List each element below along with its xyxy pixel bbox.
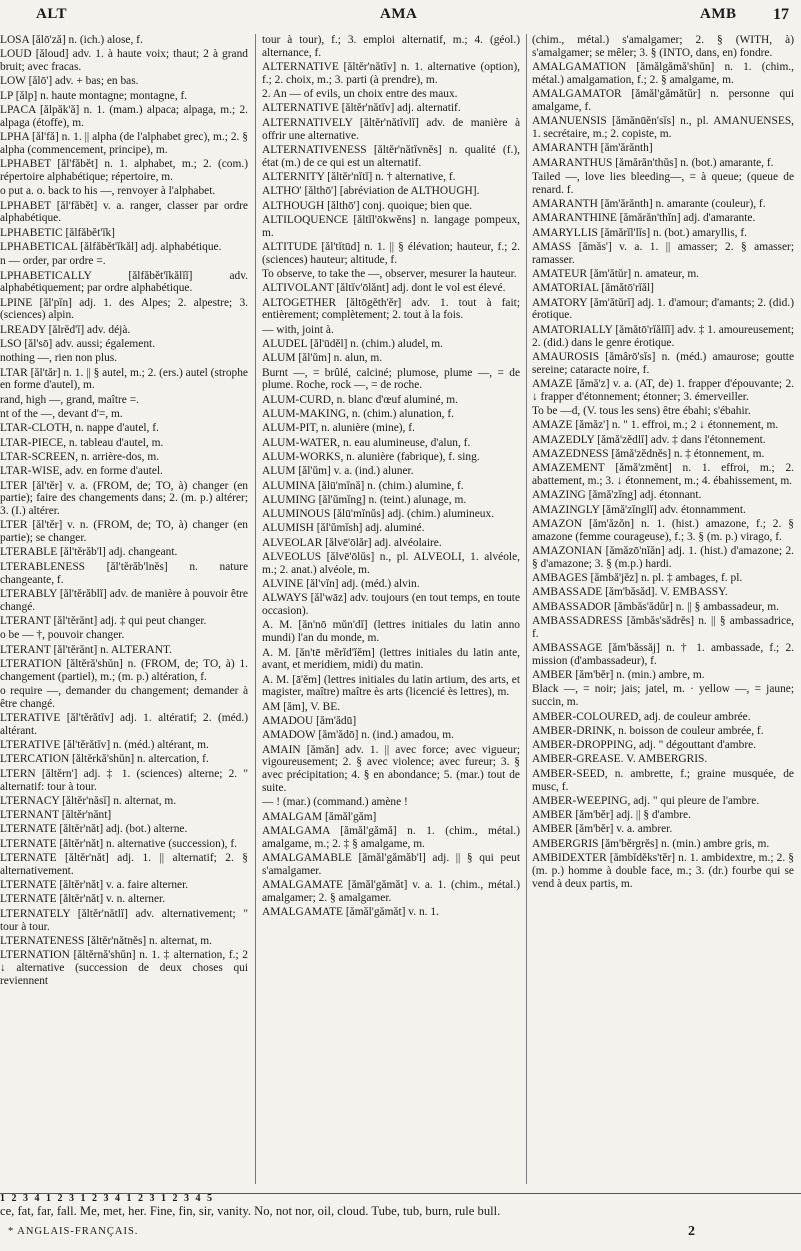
dictionary-entry: ALUM [ăl'ŭm] v. a. (ind.) aluner. [262, 465, 414, 478]
dictionary-entry: ALTERNATIVE [ăltĕr'nătĭv] adj. alternatif. [262, 102, 461, 115]
dictionary-entry: ALUMING [ăl'ŭmĭng] n. (teint.) alunage, m. [262, 493, 467, 506]
dictionary-entry: rand, high —, grand, maître =. [0, 393, 139, 406]
dictionary-entry: LTERNATE [ăltĕr'năt] v. a. faire alterner. [0, 879, 189, 892]
dictionary-entry: AMADOW [ăm'ădō] n. (ind.) amadou, m. [262, 729, 454, 742]
dictionary-entry: LPHABETICAL [ălfăbĕt'ĭkăl] adj. alphabétique. [0, 240, 222, 253]
dictionary-entry: LTERNATE [ăltĕr'năt] n. alternative (succession), f. [0, 837, 237, 850]
dictionary-entry: AMAUROSIS [ămârō'sĭs] n. (méd.) amaurose; goutte sereine; cataracte noire, f. [532, 350, 794, 376]
dictionary-entry: ALUM-CURD, n. blanc d'œuf aluminé, m. [262, 393, 458, 406]
dictionary-entry: LPHABET [ăl'făbĕt] n. 1. alphabet, m.; 2. (com.) répertoire alphabétique; répertoire, m. [0, 158, 248, 183]
dictionary-entry: o require —, demander du changement; demander à être changé. [0, 684, 248, 710]
dictionary-entry: LTERNATENESS [ăltĕr'nătnĕs] n. alternat, m. [0, 934, 212, 947]
dictionary-entry: AMARYLLIS [ămărĭl'lĭs] n. (bot.) amaryllis, f. [532, 226, 747, 239]
dictionary-entry: LTERNATE [ăltĕr'năt] adj. 1. || alternatif; 2. § alternativement. [0, 852, 248, 877]
dictionary-entry: AMATORY [ăm'ătŭrĭ] adj. 1. d'amour; d'amants; 2. (did.) érotique. [532, 296, 794, 322]
dictionary-entry: AMBER [ăm'bĕr] n. (min.) ambre, m. [532, 669, 705, 682]
dictionary-entry: AM [ăm], V. BE. [262, 700, 341, 713]
column-left [0, 34, 248, 1192]
dictionary-entry: ALWAYS [ăl'wāz] adv. toujours (en tout temps, en toute occasion). [262, 592, 520, 618]
page-number: 17 [773, 6, 789, 23]
dictionary-entry: LOW [ălō'] adv. + bas; en bas. [0, 75, 139, 88]
dictionary-entry: AMBER-DRINK, n. boisson de couleur ambrée, f. [532, 724, 764, 737]
dictionary-entry: AMATEUR [ăm'ătŭr] n. amateur, m. [532, 268, 700, 281]
dictionary-entry: LTERNACY [ăltĕr'năsĭ] n. alternat, m. [0, 794, 177, 807]
dictionary-entry: ALTOGETHER [ăltōgĕth'ĕr] adv. 1. tout à fait; entièrement; complètement; 2. tout à la fois. [262, 296, 520, 322]
dictionary-entry: AMAZEMENT [ămă'zmĕnt] n. 1. effroi, m.; 2. abattement, m.; 3. ↓ étonnement, m.; 4. ébahissement, m. [532, 462, 794, 487]
dictionary-entry: AMAZONIAN [ămăzō'nĭăn] adj. 1. (hist.) d'amazone; 2. § d'amazone; 3. § (m.p.) hardi. [532, 544, 794, 570]
dictionary-entry: AMALGAMATION [ămălgămă'shŭn] n. 1. (chim., métal.) amalgamation, f.; 2. § amalgame, m. [532, 61, 794, 86]
dictionary-entry: LTERANT [ăl'tĕrănt] n. ALTERANT. [0, 643, 172, 656]
dictionary-entry: ALTIVOLANT [ăltĭv'ōlănt] adj. dont le vol est élevé. [262, 282, 506, 295]
center-headword: AMA [380, 6, 418, 22]
dictionary-entry: LTERNATE [ăltĕr'năt] adj. (bot.) alterne. [0, 823, 188, 836]
dictionary-entry: Tailed —, love lies bleeding—, = à queue; (queue de renard. f. [532, 170, 794, 196]
dictionary-entry: AMBERGRIS [ăm'bĕrgrĕs] n. (min.) ambre gris, m. [532, 837, 770, 850]
column-middle [262, 34, 520, 1192]
dictionary-entry: A. M. [ăn'tē mĕrĭd'ĭĕm] (lettres initiales du latin ante, avant, et meridiem, midi) du matin. [262, 646, 520, 672]
dictionary-entry: LTERATIVE [ăl'tĕrătĭv] n. (méd.) altérant, m. [0, 739, 209, 752]
dictionary-entry: ALVINE [ăl'vĭn] adj. (méd.) alvin. [262, 578, 420, 591]
dictionary-entry: LTERNATION [ăltĕrnă'shŭn] n. 1. ‡ alternation, f.; 2 ↓ alternative (succession de deux choses qui reviennent [0, 949, 248, 987]
dictionary-entry: LTERNANT [ăltĕr'nănt] [0, 809, 112, 822]
dictionary-entry: Black —, = noir; jais; jatel, m. · yellow —, = jaune; succin, m. [532, 683, 794, 709]
dictionary-entry: AMARANTHINE [ămărăn'thĭn] adj. d'amarante. [532, 212, 756, 225]
dictionary-entry: Burnt —, = brûlé, calciné; plumose, plume —, = de plume. Roche, rock —, = de roche. [262, 366, 520, 392]
pronunciation-key [0, 1193, 801, 1226]
dictionary-entry: AMASS [ămăs'] v. a. 1. || amasser; 2. § amasser; ramasser. [532, 240, 794, 266]
dictionary-entry: tour à tour), f.; 3. emploi alternatif, m.; 4. (géol.) alternance, f. [262, 34, 520, 59]
dictionary-entry: ALUM [ăl'ŭm] n. alun, m. [262, 352, 383, 365]
dictionary-entry: nt of the —, devant d'=, m. [0, 408, 123, 421]
dictionary-entry: LPACA [ălpăk'ă] n. 1. (mam.) alpaca; alpaga, m.; 2. alpaga (étoffe), m. [0, 103, 248, 129]
dictionary-entry: ALTHOUGH [ălthō'] conj. quoique; bien que. [262, 199, 473, 212]
dictionary-entry: AMBER [ăm'bĕr] adj. || § d'ambre. [532, 809, 691, 822]
dictionary-entry: ALUMISH [ăl'ŭmĭsh] adj. aluminé. [262, 522, 425, 535]
dictionary-entry: A. M. [ăn'nō mŭn'dĭ] (lettres initiales du latin anno mundi) l'an du monde, m. [262, 619, 520, 645]
dictionary-entry: AMALGAMATOR [ămăl'gămătŭr] n. personne qui amalgame, f. [532, 88, 794, 113]
dictionary-entry: LTERNATE [ăltĕr'năt] v. n. alterner. [0, 893, 166, 906]
dictionary-entry: AMBASSADRESS [ămbăs'sădrĕs] n. || § ambassadrice, f. [532, 614, 794, 640]
dictionary-entry: ALTERNITY [ăltĕr'nĭtĭ] n. † alternative, f. [262, 170, 456, 183]
dictionary-entry: AMBIDEXTER [ămbĭdĕks'tĕr] n. 1. ambidextre, m.; 2. § (m. p.) homme à double face, m.; 3. (dr.) fourbe qui se vend à deux partis, m. [532, 852, 794, 890]
dictionary-entry: ALTITUDE [ăl'tĭtūd] n. 1. || § élévation; hauteur, f.; 2. (sciences) hauteur; altitude, f. [262, 240, 520, 266]
dictionary-entry: AMBASSAGE [ăm'băssăj] n. † 1. ambassade, f.; 2. mission (d'ambassadeur), f. [532, 642, 794, 667]
dictionary-entry: AMANUENSIS [ămănūĕn'sĭs] n., pl. AMANUENSES, 1. secrétaire, m.; 2. copiste, m. [532, 115, 794, 141]
dictionary-entry: LOUD [ăloud] adv. 1. à haute voix; thaut; 2 à grand bruit; avec fracas. [0, 48, 248, 74]
dictionary-entry: ALTILOQUENCE [ăltĭl'ōkwĕns] n. langage pompeux, m. [262, 213, 520, 239]
dictionary-entry: LTAR-PIECE, n. tableau d'autel, m. [0, 436, 164, 449]
column-right [532, 34, 794, 1192]
dictionary-entry: AMBASSADE [ăm'băsăd]. V. EMBASSY. [532, 586, 728, 599]
dictionary-entry: AMAZINGLY [ămă'zĭnglĭ] adv. étonnamment. [532, 503, 746, 516]
dictionary-entry: LTER [ăl'tĕr] v. a. (FROM, de; TO, à) changer (en partie); faire des changements dans; 2. (m. p.) altérer; 3. (I.) altérer. [0, 479, 248, 518]
dictionary-entry: LTERABLE [ăl'tĕrăb'l] adj. changeant. [0, 546, 178, 559]
dictionary-entry: ALUDEL [ăl'ūdĕl] n. (chim.) aludel, m. [262, 338, 443, 351]
signature-mark: 2 [688, 1224, 695, 1239]
dictionary-entry: AMAZE [ămăz'] n. " 1. effroi, m.; 2 ↓ étonnement, m. [532, 419, 779, 432]
dictionary-entry: LSO [ăl'sō] adv. aussi; également. [0, 338, 156, 351]
dictionary-entry: ALUMINA [ălū'mĭnă] n. (chim.) alumine, f. [262, 479, 464, 492]
dictionary-entry: AMBER-COLOURED, adj. de couleur ambrée. [532, 710, 751, 723]
dictionary-entry: LTAR [ăl'tăr] n. 1. || § autel, m.; 2. (ers.) autel (strophe en forme d'autel), m. [0, 366, 248, 392]
dictionary-entry: ALUM-PIT, n. alunière (mine), f. [262, 422, 415, 435]
dictionary-entry: AMBAGES [ămbă'jĕz] n. pl. ‡ ambages, f. pl. [532, 572, 743, 585]
dictionary-entry: LP [ălp] n. haute montagne; montagne, f. [0, 89, 188, 102]
dictionary-entry: LPHABET [ăl'făbĕt] v. a. ranger, classer par ordre alphabétique. [0, 199, 248, 225]
dictionary-entry: LREADY [ălrĕd'ĭ] adv. déjà. [0, 323, 131, 336]
dictionary-entry: AMATORIALLY [ămătō'rĭălĭĭ] adv. ‡ 1. amoureusement; 2. (did.) dans le genre érotique. [532, 323, 794, 349]
dictionary-entry: (chim., métal.) s'amalgamer; 2. § (WITH, à) s'amalgamer; se mêler; 3. § (INTO, dans, en) fondre. [532, 34, 794, 59]
dictionary-entry: n — order, par ordre =. [0, 255, 106, 268]
dictionary-entry: AMALGAMATE [ămăl'gămăt] v. n. 1. [262, 906, 439, 919]
dictionary-entry: LTERCATION [ăltĕrkă'shŭn] n. altercation, f. [0, 753, 209, 766]
left-headword: ALT [36, 6, 67, 22]
dictionary-entry: AMBASSADOR [ămbăs'ădŭr] n. || § ambassadeur, m. [532, 600, 779, 613]
dictionary-entry: AMBER [ăm'bĕr] v. a. ambrer. [532, 823, 673, 836]
dictionary-entry: AMAZING [ămă'zĭng] adj. étonnant. [532, 489, 702, 502]
dictionary-entry: LTERNATELY [ăltĕr'nătlĭ] adv. alternativement; " tour à tour. [0, 907, 248, 933]
dictionary-entry: AMALGAMABLE [ămăl'gămăb'l] adj. || § qui peut s'amalgamer. [262, 852, 520, 877]
dictionary-entry: o be — †, pouvoir changer. [0, 629, 125, 642]
dictionary-entry: AMAZE [ămă'z] v. a. (AT, de) 1. frapper d'épouvante; 2. ↓ frapper d'étonnement; étonner; 3. émerveiller. [532, 377, 794, 403]
dictionary-entry: — ! (mar.) (command.) amène ! [262, 796, 408, 809]
dictionary-entry: LTERANT [ăl'tĕrănt] adj. ‡ qui peut changer. [0, 614, 207, 627]
dictionary-entry: LTERN [ăltĕrn'] adj. ‡ 1. (sciences) alterne; 2. " alternatif: tour à tour. [0, 767, 248, 793]
dictionary-entry: AMALGAMA [ămăl'gămă] n. 1. (chim., métal.) amalgame, m.; 2. ‡ § amalgame, m. [262, 824, 520, 850]
dictionary-entry: To be —d, (V. tous les sens) être ébahi; s'ébahir. [532, 405, 751, 418]
dictionary-entry: LTERATION [ăltĕră'shŭn] n. (FROM, de; TO, à) 1. changement (partiel), m.; (m. p.) altération, f. [0, 657, 248, 683]
dictionary-entry: ALTHO' [ălthō'] [abréviation de ALTHOUGH]. [262, 185, 480, 198]
dictionary-entry: AMBER-DROPPING, adj. " dégouttant d'ambre. [532, 739, 757, 752]
dictionary-entry: ALUMINOUS [ălū'mĭnŭs] adj. (chim.) alumineux. [262, 508, 495, 521]
dictionary-entry: LPHABETIC [ălfăbĕt'ĭk] [0, 226, 115, 239]
dictionary-entry: ALTERNATIVE [ăltĕr'nătĭv] n. 1. alternative (option), f.; 2. choix, m.; 3. parti (à prendre), m. [262, 61, 520, 86]
dictionary-entry: nothing —, rien non plus. [0, 352, 118, 365]
dictionary-entry: ALUM-WORKS, n. alunière (fabrique), f. sing. [262, 450, 480, 463]
dictionary-entry: ALTERNATIVENESS [ăltĕr'nătĭvnĕs] n. qualité (f.), état (m.) de ce qui est un alternatif. [262, 143, 520, 169]
dictionary-entry: 2. An — of evils, un choix entre des maux. [262, 88, 458, 101]
dictionary-entry: AMATORIAL [ămătō'rĭăl] [532, 282, 654, 295]
dictionary-entry: ALUM-WATER, n. eau alumineuse, d'alun, f. [262, 436, 471, 449]
dictionary-entry: AMADOU [ăm'ădū] [262, 715, 357, 728]
dictionary-entry: AMAZEDLY [ămă'zĕdlĭ] adv. ‡ dans l'étonnement. [532, 433, 766, 446]
dictionary-entry: ALUM-MAKING, n. (chim.) alunation, f. [262, 408, 455, 421]
dictionary-entry: AMARANTHUS [ămărăn'thŭs] n. (bot.) amarante, f. [532, 156, 774, 169]
pronunciation-key-numbers: 1 2 3 4 1 2 3 1 2 3 4 1 2 3 1 2 3 4 5 [0, 1193, 214, 1204]
dictionary-entry: LPHABETICALLY [ălfăbĕt'ĭkălĭĭ] adv. alphabétiquement; par ordre alphabétique. [0, 269, 248, 295]
dictionary-entry: LTERATIVE [ăl'tĕrătĭv] adj. 1. altératif; 2. (méd.) altérant. [0, 712, 248, 737]
dictionary-entry: AMBER-WEEPING, adj. " qui pleure de l'ambre. [532, 794, 760, 807]
publisher-note: * ANGLAIS-FRANÇAIS. [8, 1226, 139, 1237]
dictionary-entry: AMBER-SEED, n. ambrette, f.; graine musquée, de musc, f. [532, 767, 794, 793]
dictionary-entry: AMAZEDNESS [ămă'zĕdnĕs] n. ‡ étonnement, m. [532, 447, 765, 460]
dictionary-entry: AMAZON [ăm'ăzŏn] n. 1. (hist.) amazone, f.; 2. § amazone (femme courageuse), f.; 3. § (m. p.) virago, f. [532, 517, 794, 543]
dictionary-entry: ALVEOLUS [ălvē'ōlŭs] n., pl. ALVEOLI, 1. alvéole, m.; 2. anat.) alvéole, m. [262, 550, 520, 576]
right-headword: AMB [700, 6, 737, 22]
dictionary-entry: o put a. o. back to his —, renvoyer à l'alphabet. [0, 185, 216, 198]
dictionary-entry: LTER [ăl'tĕr] v. n. (FROM, de; TO, à) changer (en partie); se changer. [0, 519, 248, 545]
dictionary-entry: AMARANTH [ăm'ărănth] [532, 142, 653, 155]
dictionary-entry: ALTERNATIVELY [ăltĕr'nătĭvlĭ] adv. de manière à offrir une alternative. [262, 116, 520, 142]
dictionary-entry: AMARANTH [ăm'ărănth] n. amarante (couleur), f. [532, 198, 766, 211]
dictionary-entry: LTERABLY [ăl'tĕrăblĭ] adv. de manière à pouvoir être changé. [0, 587, 248, 613]
dictionary-entry: AMAIN [ămăn] adv. 1. || avec force; avec vigueur; vigoureusement; 2. § avec violence; avec fureur; 3. § avec précipitation; 4. § en abondance; 5. (mar.) tout de suite. [262, 743, 520, 795]
dictionary-entry: ALVEOLAR [ălvē'ōlăr] adj. alvéolaire. [262, 536, 442, 549]
dictionary-entry: LTAR-WISE, adv. en forme d'autel. [0, 465, 163, 478]
dictionary-entry: LPINE [ăl'pĭn] adj. 1. des Alpes; 2. alpestre; 3. (sciences) alpin. [0, 296, 248, 322]
dictionary-entry: A. M. [ā'ĕm] (lettres initiales du latin artium, des arts, et magister, maître) maître ès arts (licencié ès lettres), m. [262, 673, 520, 699]
dictionary-entry: AMBER-GREASE. V. AMBERGRIS. [532, 753, 708, 766]
dictionary-entry: AMALGAM [ămăl'găm] [262, 810, 377, 823]
dictionary-entry: LTAR-CLOTH, n. nappe d'autel, f. [0, 422, 159, 435]
dictionary-entry: LOSA [ălō'ză] n. (ich.) alose, f. [0, 34, 143, 46]
dictionary-entry: LPHA [ăl'fă] n. 1. || alpha (de l'alphabet grec), m.; 2. § alpha (commencement, principe), m. [0, 131, 248, 156]
pronunciation-key-line: ce, fat, far, fall. Me, met, her. Fine, fin, sir, vanity. No, not nor, oil, cloud. Tube, tub, burn, rule bull. [0, 1204, 501, 1218]
dictionary-columns [0, 34, 801, 1192]
dictionary-entry: AMALGAMATE [ămăl'gămăt] v. a. 1. (chim., métal.) amalgamer; 2. § amalgamer. [262, 879, 520, 904]
dictionary-entry: LTAR-SCREEN, n. arrière-dos, m. [0, 450, 160, 463]
dictionary-entry: LTERABLENESS [ăl'tĕrăb'lnĕs] n. nature changeante, f. [0, 560, 248, 586]
running-header [0, 6, 801, 32]
dictionary-entry: — with, joint à. [262, 323, 334, 336]
dictionary-entry: To observe, to take the —, observer, mesurer la hauteur. [262, 268, 517, 281]
